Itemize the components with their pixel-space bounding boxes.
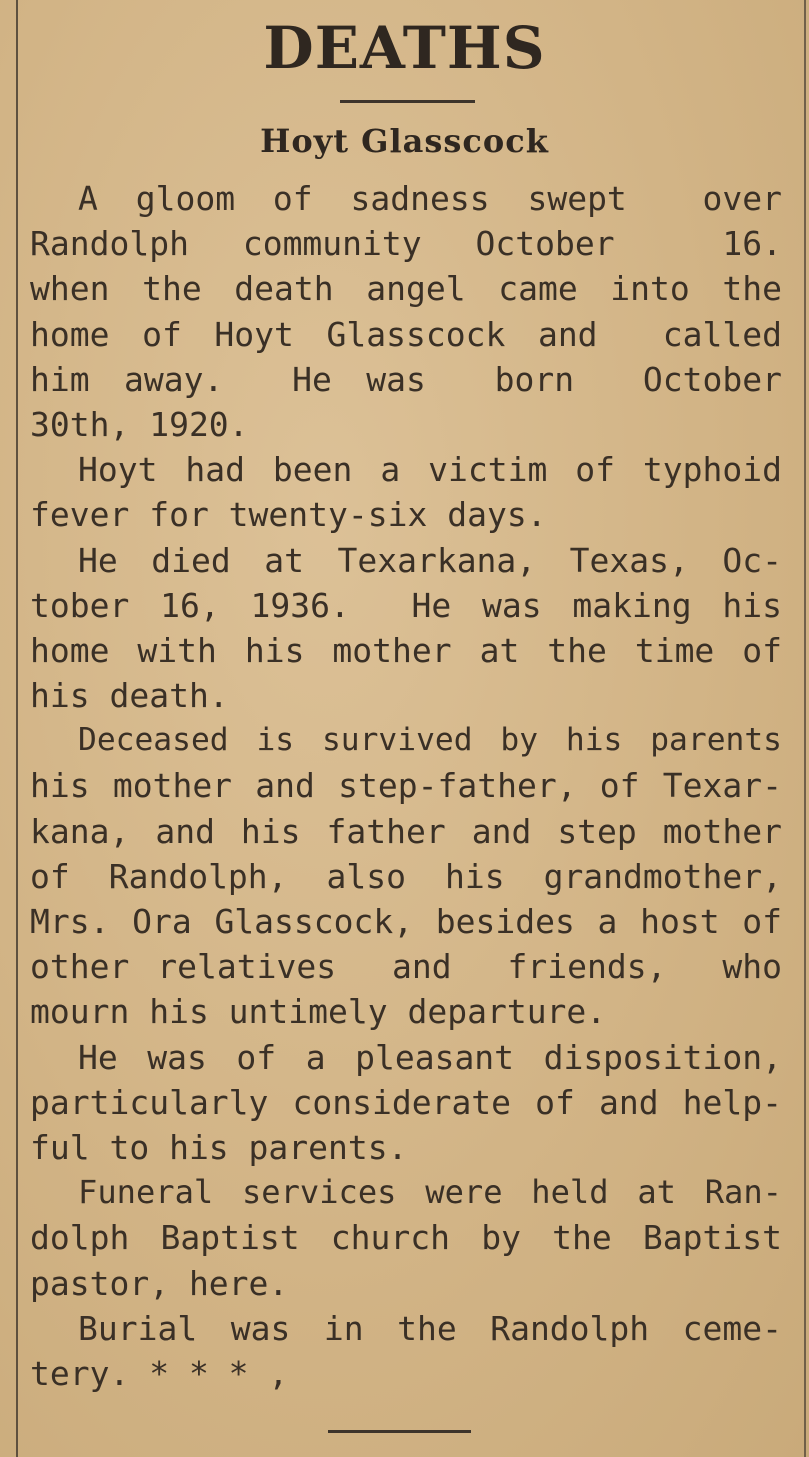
text-line: Mrs. Ora Glasscock, besides a host of [30,902,782,941]
text-line: fever for twenty-six days. [30,495,547,535]
text-line: mourn his untimely departure. [30,992,607,1032]
column-rule-left [16,0,18,1457]
text-line: dolph Baptist church by the Baptist [30,1218,782,1258]
text-line: his mother and step-father, of Texar- [30,766,782,806]
text-line: tery. * * * , [30,1353,289,1393]
text-line: 30th, 1920. [30,404,249,444]
text-line: his death. [30,676,229,716]
text-line: other relatives and friends, who [30,947,782,987]
text-line: Hoyt had been a victim of typhoid [78,450,782,490]
text-line: particularly considerate of and help- [30,1082,782,1122]
text-line: kana, and his father and step mother [30,811,782,851]
footer-divider [328,1430,471,1433]
text-line: ful to his parents. [30,1127,408,1167]
obituary-name: Hoyt Glasscock [260,122,549,160]
text-line: Burial was in the Randolph ceme- [78,1308,782,1348]
text-line: of Randolph, also his grandmother, [30,856,782,896]
text-line: A gloom of sadness swept over [78,179,782,218]
text-line: Randolph community October 16. [30,224,782,264]
text-line: home with his mother at the time of [30,630,782,670]
text-line: Deceased is survived by his parents [78,722,782,759]
section-heading: DEATHS [263,14,546,82]
text-line: him away. He was born October [30,359,782,399]
column-rule-right [804,0,806,1457]
text-line: tober 16, 1936. He was making his [30,585,782,625]
text-line: pastor, here. [30,1263,289,1303]
text-line: He died at Texarkana, Texas, Oc- [78,540,782,580]
text-line: when the death angel came into the [30,269,782,309]
text-line: He was of a pleasant disposition, [78,1037,782,1077]
text-line: home of Hoyt Glasscock and called [30,314,782,354]
text-line: Funeral services were held at Ran- [78,1173,782,1212]
heading-divider [340,100,475,103]
obituary-body [30,176,782,1396]
